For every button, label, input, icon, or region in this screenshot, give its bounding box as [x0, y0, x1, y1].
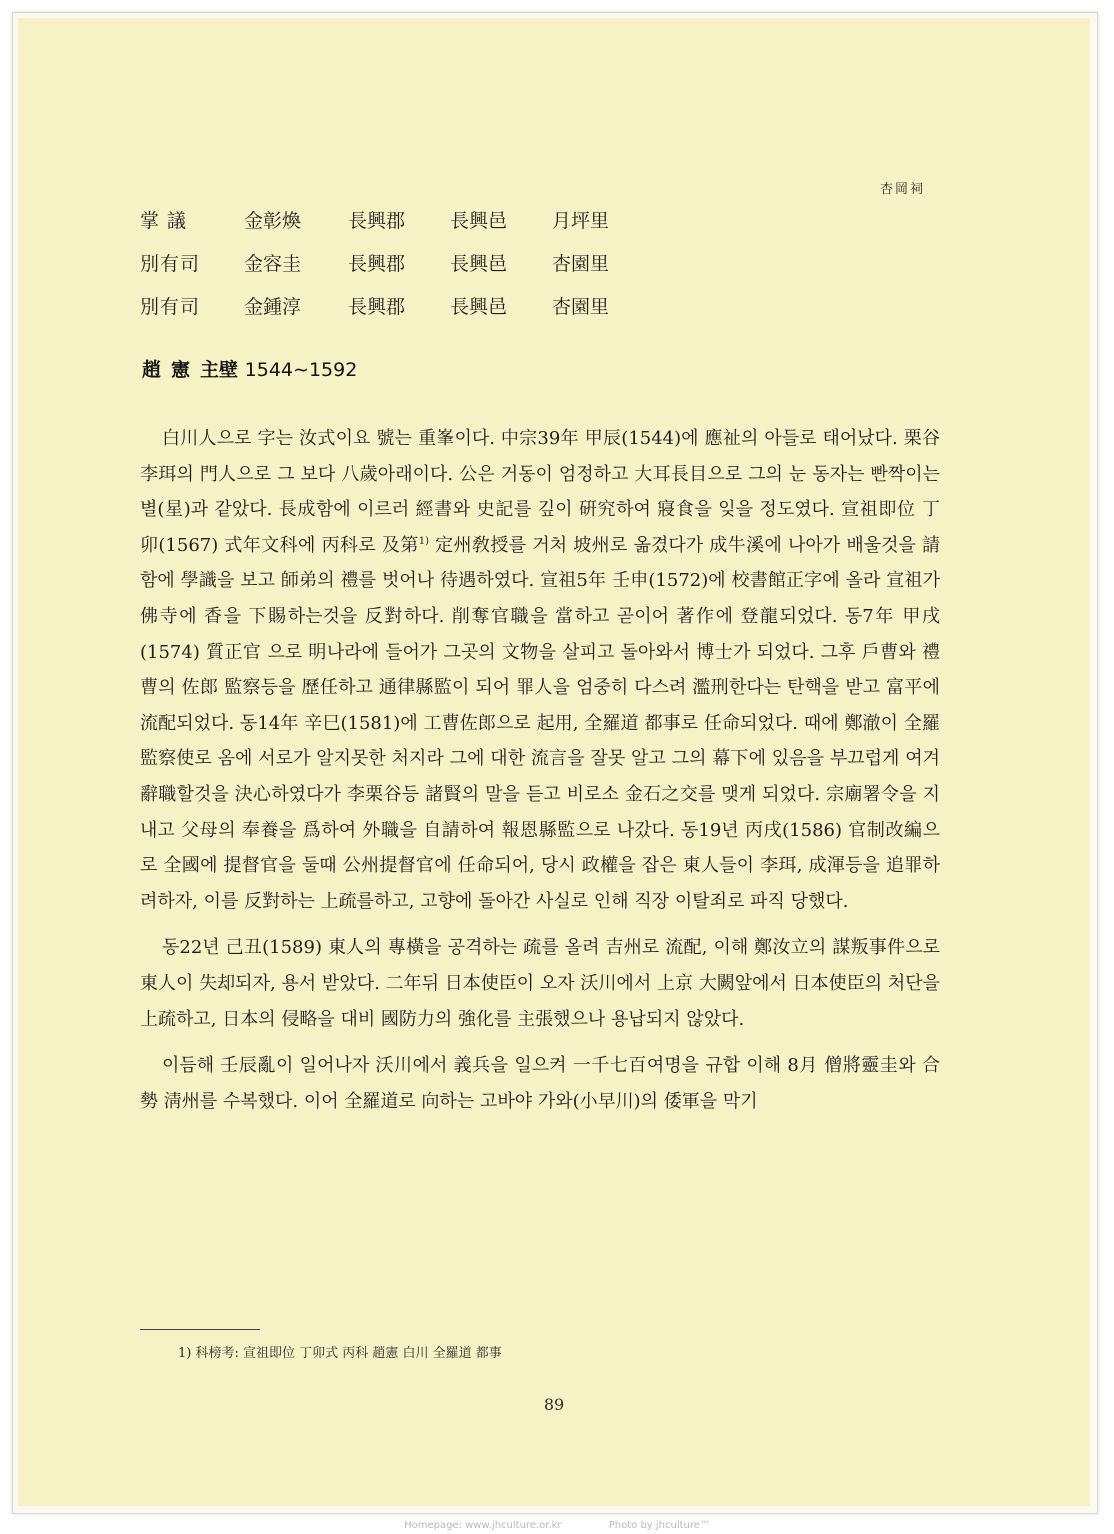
heading-given-name: 憲 — [171, 359, 191, 381]
staff-county: 長興郡 — [348, 296, 406, 318]
paragraph: 이듬해 壬辰亂이 일어나자 沃川에서 義兵을 일으켜 一千七百여명을 규합 이해 8月 僧將靈圭와 合勢 淸州를 수복했다. 이어 全羅道로 向하는 고바야 가와(小早川)의 倭軍을 막기 — [140, 1055, 940, 1112]
staff-role: 別有司 — [140, 296, 201, 318]
paragraph: 白川人으로 字는 汝式이요 號는 重峯이다. 中宗39年 甲辰(1544)에 應祉의 아들로 태어났다. 栗谷 李珥의 門人으로 그 보다 八歲아래이다. 公은 거동이 엄정하고 大耳長目으로 그의 눈 동자는 빤짝이는 별(星)과 같았다. 長成함에 이르러 經書와 史記를 깊이 硏究하여 寢食을 잊을 정도였다. 宣祖即位 丁卯(1567) 式年文科에 丙科로 及第$^{1)}$ 定州敎授를 거처 坡州로 옮겼다가 成牛溪에 나아가 배울것을 請함에 學識을 보고 師弟의 禮를 벗어나 待遇하였다. 宣祖5年 壬申(1572)에 校書館正字에 올라 宣祖가 佛寺에 香을 下賜하는것을 反對하다. 削奪官職을 當하고 곧이어 著作에 登龍되었다. 동7年 甲戌(1574) 質正官 으로 明나라에 들어가 그곳의 文物을 살피고 돌아와서 博士가 되었다. 그후 戶曹와 禮曹의 佐郎 監察등을 歷任하고 通律縣監이 되어 罪人을 엄중히 다스려 濫刑한다는 탄핵을 받고 富平에 流配되었다. 동14年 辛巳(1581)에 工曹佐郎으로 起用, 全羅道 都事로 任命되었다. 때에 鄭澈이 全羅監察使로 옴에 서로가 알지못한 처지라 그에 대한 流言을 잘못 알고 그의 幕下에 있음을 부끄럽게 여겨 辭職할것을 決心하였다가 李栗谷등 諸賢의 말을 듣고 비로소 金石之交를 맺게 되었다. 宗廟署令을 지내고 父母의 奉養을 爲하여 外職을 自請하여 報恩縣監으로 나갔다. 동19년 丙戌(1586) 官制改編으로 全國에 提督官을 둘때 公州提督官에 任命되어, 당시 政權을 잡은 東人들이 李珥, 成渾등을 追罪하려하자, 이를 反對하는 上疏를하고, 고향에 돌아간 사실로 인해 직장 이탈죄로 파직 당했다. — [140, 428, 941, 912]
heading-pen-name: 主壁 — [200, 359, 239, 381]
photo-credits — [0, 1520, 1114, 1531]
staff-town: 長興邑 — [450, 253, 508, 275]
paragraph: 동22년 己丑(1589) 東人의 專橫을 공격하는 疏를 올려 吉州로 流配, 이해 鄭汝立의 謀叛事件으로 東人이 失却되자, 용서 받았다. 二年뒤 日本使臣이 오자 沃川에서 上京 大闕앞에서 日本使臣의 처단을 上疏하고, 日本의 侵略을 대비 國防力의 強化를 主張했으나 용납되지 않았다. — [140, 937, 940, 1030]
staff-village: 月坪里 — [552, 210, 610, 232]
footnote-rule — [140, 1329, 260, 1330]
staff-role: 別有司 — [140, 253, 201, 275]
staff-village: 杏園里 — [552, 296, 610, 318]
staff-row — [140, 198, 609, 241]
heading-surname: 趙 — [142, 359, 162, 381]
staff-village: 杏園里 — [552, 253, 610, 275]
book-page — [18, 18, 1090, 1506]
section-heading — [142, 355, 357, 382]
staff-table — [140, 198, 609, 327]
staff-name: 金容圭 — [244, 253, 302, 275]
staff-role: 掌 議 — [140, 210, 188, 232]
staff-row — [140, 284, 609, 327]
page-number: 89 — [543, 1395, 565, 1414]
homepage-credit: Homepage: www.jhculture.or.kr — [404, 1520, 562, 1531]
staff-town: 長興邑 — [450, 210, 508, 232]
footnote-ref: 1) — [418, 535, 430, 547]
photo-credit: Photo by jhculture™ — [608, 1520, 710, 1531]
staff-name: 金彰煥 — [244, 210, 302, 232]
running-head: 杏岡祠 — [879, 182, 925, 197]
footnote: 1) 科榜考: 宣祖即位 丁卯式 丙科 趙憲 白川 全羅道 都事 — [178, 1346, 502, 1361]
staff-county: 長興郡 — [348, 253, 406, 275]
staff-town: 長興邑 — [450, 296, 508, 318]
staff-county: 長興郡 — [348, 210, 406, 232]
staff-name: 金鍾淳 — [244, 296, 302, 318]
heading-dates: 1544∼1592 — [244, 359, 358, 381]
body-text — [140, 421, 940, 1130]
staff-row — [140, 241, 609, 284]
